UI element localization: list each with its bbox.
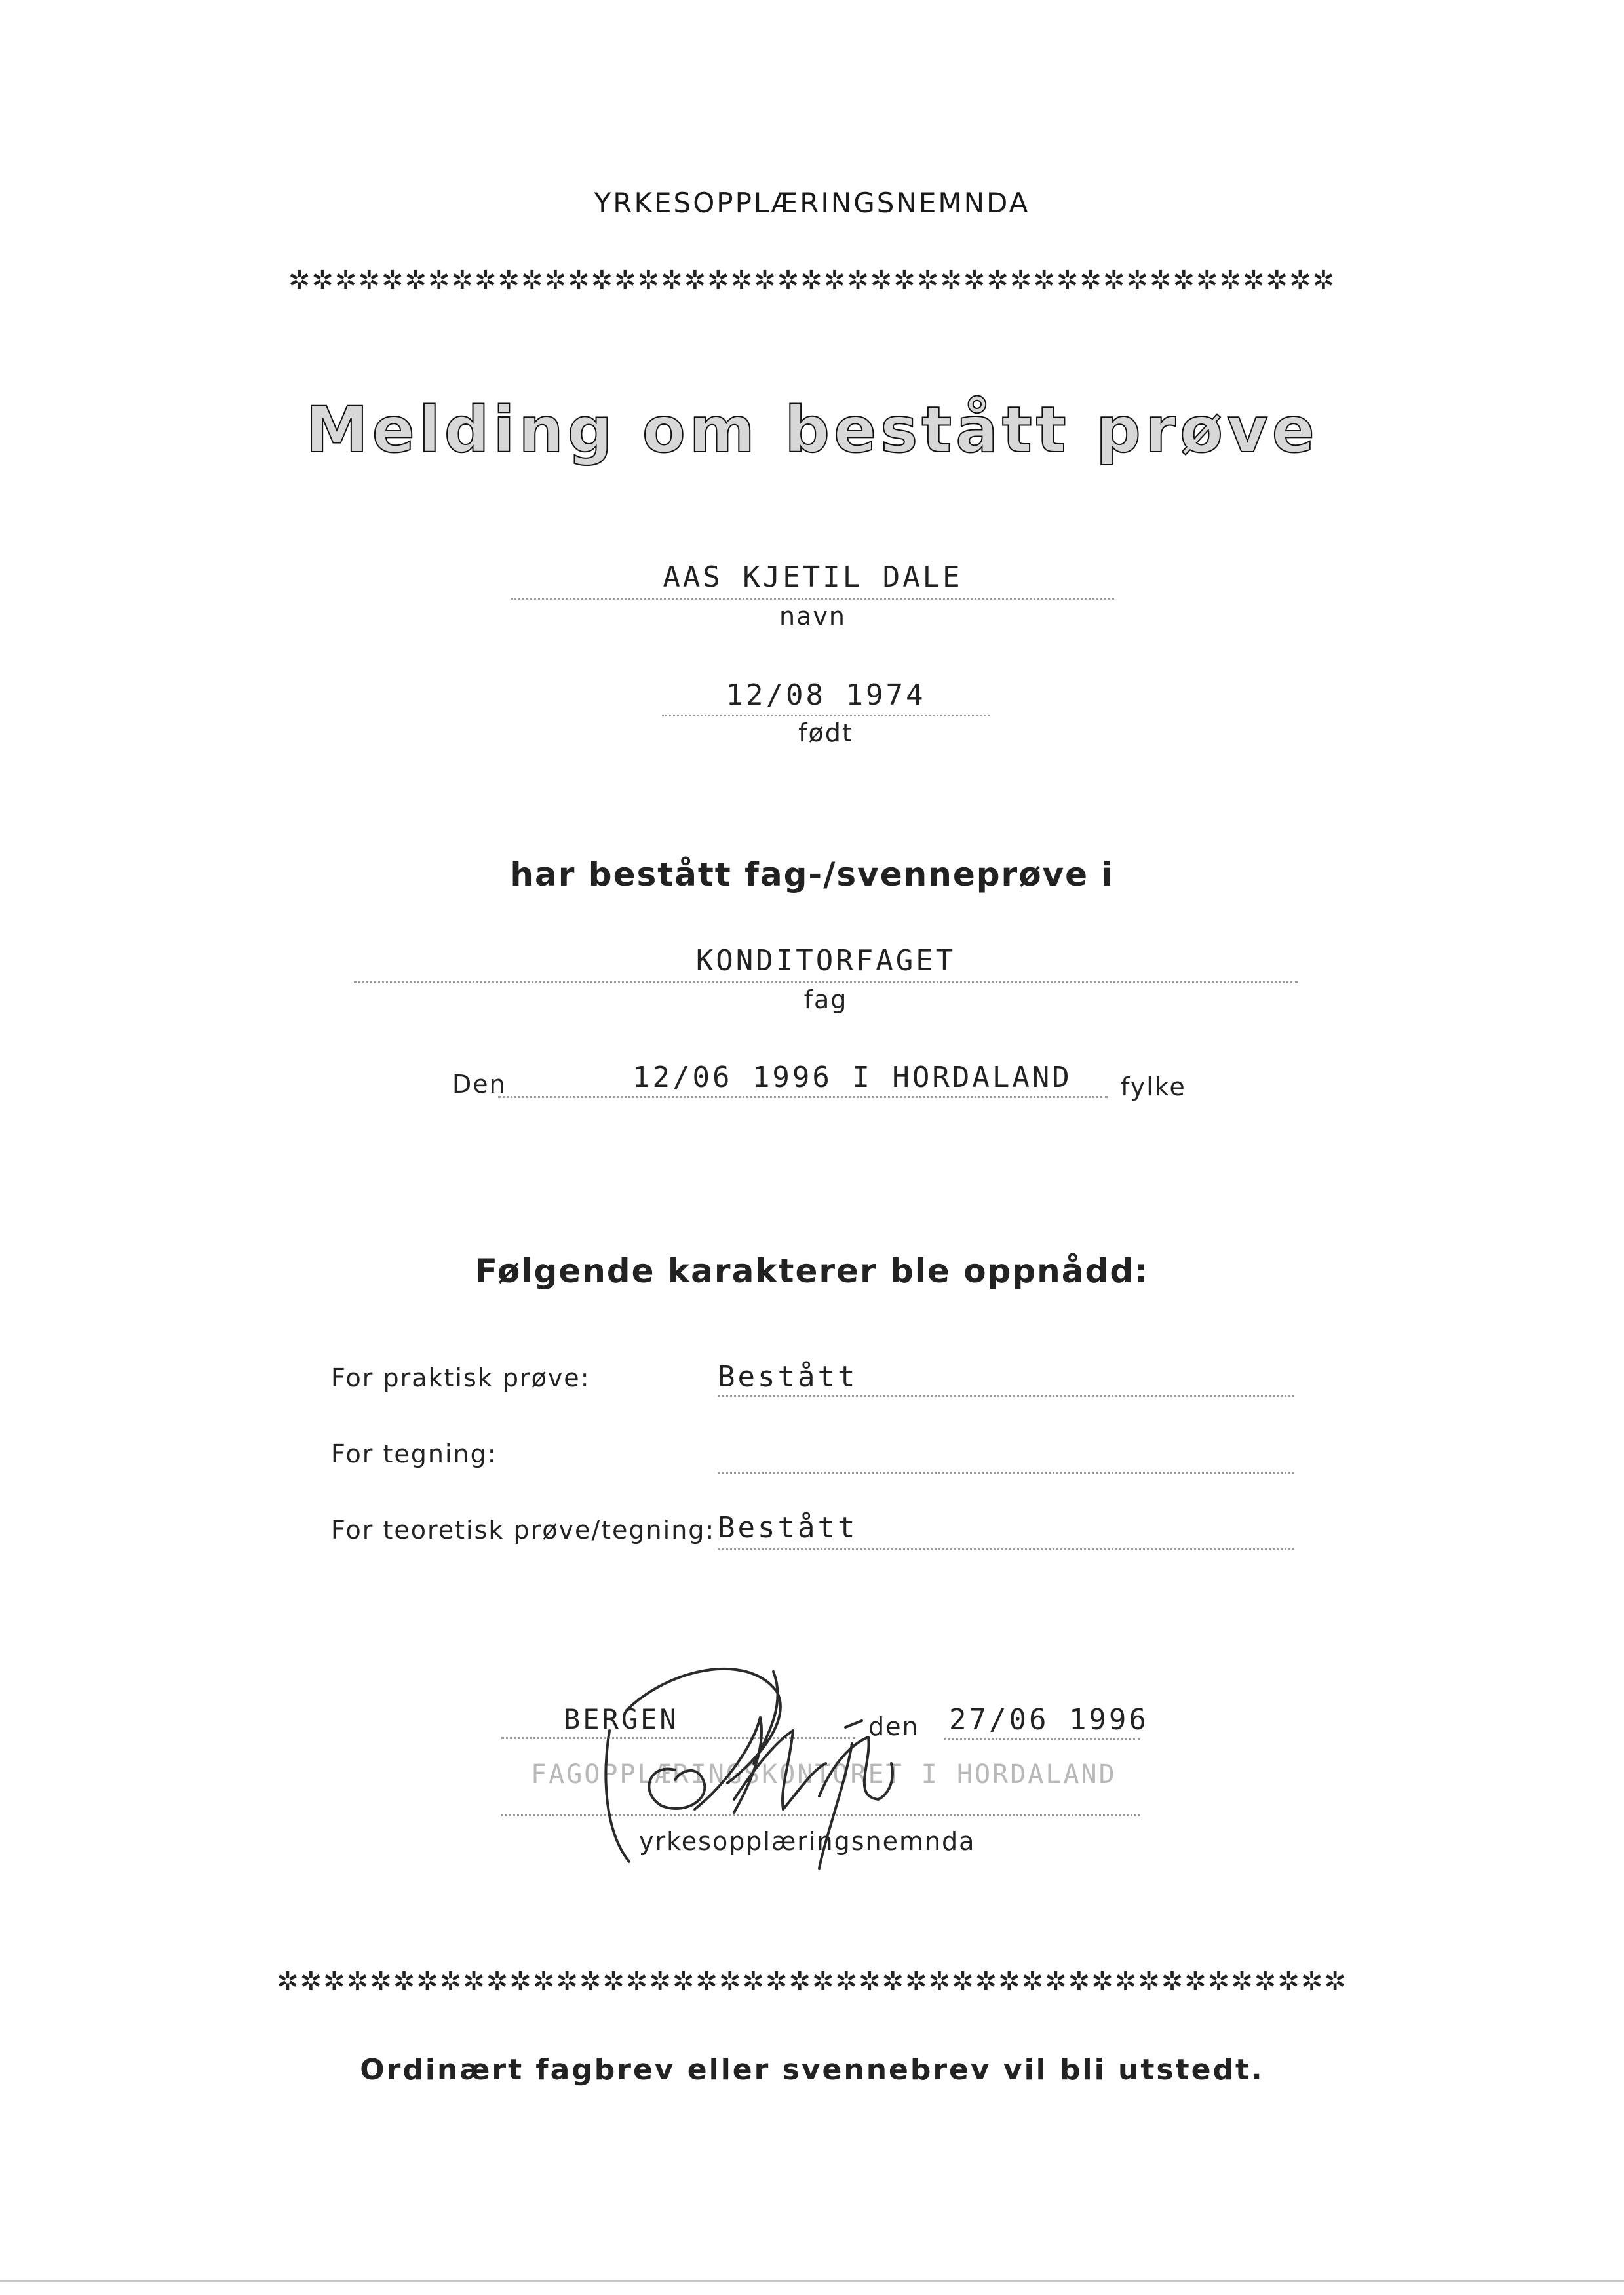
birth-date: 12/08 1974 <box>725 678 926 712</box>
exam-statement: har bestått fag-/svenneprøve i <box>510 855 1114 893</box>
grade-label-theory: For teoretisk prøve/tegning: <box>331 1516 716 1544</box>
birth-caption: født <box>798 718 853 747</box>
grade-label-practical: For praktisk prøve: <box>331 1363 590 1392</box>
grades-heading: Følgende karakterer ble oppnådd: <box>474 1252 1150 1290</box>
person-name: AAS KJETIL DALE <box>663 560 963 594</box>
document-title: Melding om bestått prøve <box>305 393 1319 467</box>
grade-label-drawing: For tegning: <box>331 1440 497 1468</box>
committee-caption: yrkesopplæringsnemnda <box>639 1827 976 1856</box>
star-divider-top: ✲✲✲✲✲✲✲✲✲✲✲✲✲✲✲✲✲✲✲✲✲✲✲✲✲✲✲✲✲✲✲✲✲✲✲✲✲✲✲✲✲✲✲✲✲ <box>288 265 1336 296</box>
star-divider-bottom: ✲✲✲✲✲✲✲✲✲✲✲✲✲✲✲✲✲✲✲✲✲✲✲✲✲✲✲✲✲✲✲✲✲✲✲✲✲✲✲✲✲✲✲✲✲✲ <box>277 1967 1347 1997</box>
signature-stamp-line: FAGOPPLÆRINGSKONTORET I HORDALAND <box>531 1759 1117 1790</box>
name-caption: navn <box>779 602 846 631</box>
signature-place: BERGEN <box>564 1703 679 1735</box>
trade-name: KONDITORFAGET <box>695 944 956 977</box>
date-prefix: Den <box>452 1070 507 1099</box>
grade-value-theory: Bestått <box>718 1511 858 1544</box>
signature-den: den <box>868 1712 919 1741</box>
trade-caption: fag <box>803 985 848 1014</box>
scan-edge <box>0 2280 1624 2282</box>
organization-heading: YRKESOPPLÆRINGSNEMNDA <box>594 187 1030 219</box>
signature-date: 27/06 1996 <box>949 1703 1149 1736</box>
county-suffix: fylke <box>1121 1072 1186 1101</box>
grade-value-practical: Bestått <box>718 1360 858 1394</box>
footer-note: Ordinært fagbrev eller svennebrev vil bli utstedt. <box>360 2053 1264 2087</box>
exam-date-place: 12/06 1996 I HORDALAND <box>632 1061 1072 1094</box>
